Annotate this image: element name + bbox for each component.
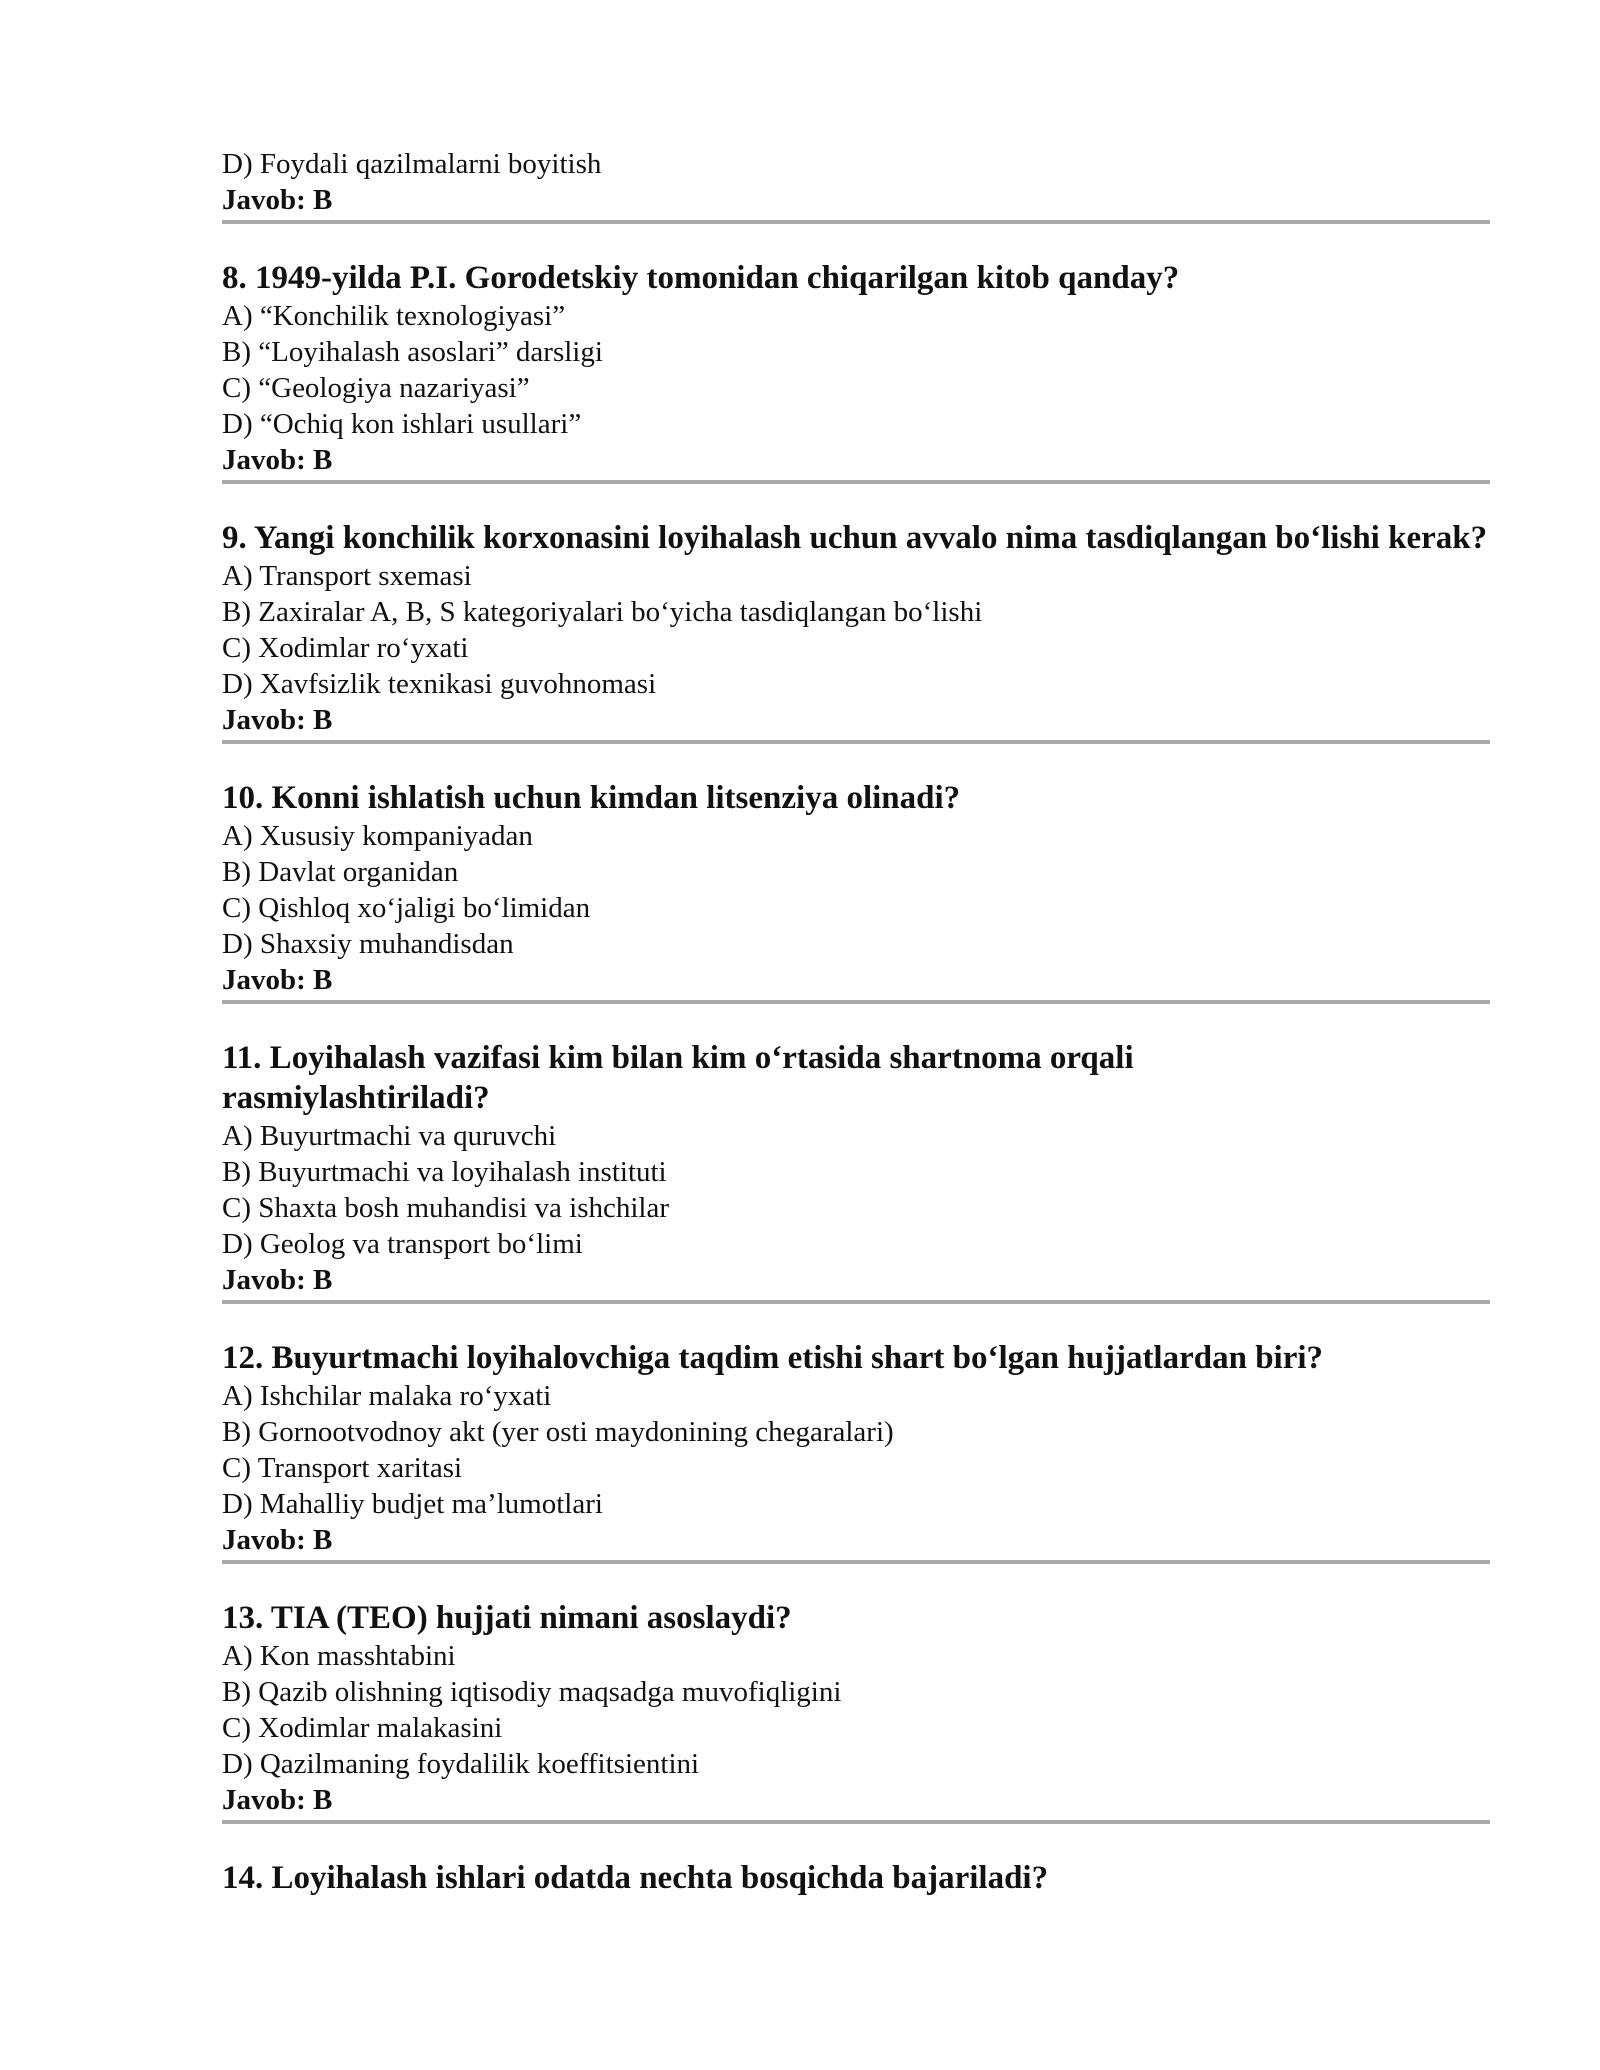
question-title: 11. Loyihalash vazifasi kim bilan kim o‘rtasida shartnoma orqali rasmiylashtiriladi? — [222, 1040, 1134, 1116]
option-d: D) Mahalliy budjet ma’lumotlari — [222, 1488, 603, 1520]
option-d: D) Shaxsiy muhandisdan — [222, 928, 514, 960]
option-b: B) Gornootvodnoy akt (yer osti maydonining chegaralari) — [222, 1416, 894, 1448]
option-b: B) Davlat organidan — [222, 856, 459, 888]
answer-line: Javob: B — [222, 184, 333, 216]
question-block-9 — [222, 518, 1490, 744]
divider — [222, 1820, 1490, 1824]
option-c: C) Transport xaritasi — [222, 1452, 463, 1484]
answer-line: Javob: B — [222, 1784, 333, 1816]
answer-line: Javob: B — [222, 1524, 333, 1556]
option-b: B) “Loyihalash asoslari” darsligi — [222, 336, 603, 368]
question-title: 13. TIA (TEO) hujjati nimani asoslaydi? — [222, 1600, 792, 1636]
question-title: 8. 1949-yilda P.I. Gorodetskiy tomonidan chiqarilgan kitob qanday? — [222, 260, 1180, 296]
question-block-14 — [222, 1858, 1490, 1898]
divider — [222, 1300, 1490, 1304]
answer-line: Javob: B — [222, 1264, 333, 1296]
option-a: A) Ishchilar malaka ro‘yxati — [222, 1380, 552, 1412]
option-b: B) Qazib olishning iqtisodiy maqsadga muvofiqligini — [222, 1676, 842, 1708]
option-list — [222, 1378, 1490, 1522]
question-block-13 — [222, 1598, 1490, 1824]
option-b: B) Buyurtmachi va loyihalash instituti — [222, 1156, 667, 1188]
option-c: C) Xodimlar malakasini — [222, 1712, 503, 1744]
option-d: D) “Ochiq kon ishlari usullari” — [222, 408, 582, 440]
question-title: 14. Loyihalash ishlari odatda nechta bosqichda bajariladi? — [222, 1860, 1049, 1896]
divider — [222, 740, 1490, 744]
document-content — [222, 146, 1490, 1898]
option-list — [222, 1638, 1490, 1782]
option-list — [222, 298, 1490, 442]
option-c: C) “Geologiya nazariyasi” — [222, 372, 530, 404]
option-a: A) “Konchilik texnologiyasi” — [222, 300, 566, 332]
question-title: 9. Yangi konchilik korxonasini loyihalash uchun avvalo nima tasdiqlangan bo‘lishi kerak? — [222, 520, 1488, 556]
option-d: D) Geolog va transport bo‘limi — [222, 1228, 583, 1260]
answer-line: Javob: B — [222, 704, 333, 736]
option-b: B) Zaxiralar A, B, S kategoriyalari bo‘yicha tasdiqlangan bo‘lishi — [222, 596, 983, 628]
option-list — [222, 818, 1490, 962]
option-c: C) Xodimlar ro‘yxati — [222, 632, 469, 664]
option-d: D) Foydali qazilmalarni boyitish — [222, 148, 602, 180]
question-block-10 — [222, 778, 1490, 1004]
option-d: D) Qazilmaning foydalilik koeffitsientini — [222, 1748, 700, 1780]
intro-block — [222, 146, 1490, 224]
option-list — [222, 1118, 1490, 1262]
option-d: D) Xavfsizlik texnikasi guvohnomasi — [222, 668, 657, 700]
divider — [222, 1560, 1490, 1564]
option-list — [222, 558, 1490, 702]
question-block-11 — [222, 1038, 1490, 1304]
question-title: 12. Buyurtmachi loyihalovchiga taqdim etishi shart bo‘lgan hujjatlardan biri? — [222, 1340, 1324, 1376]
question-block-12 — [222, 1338, 1490, 1564]
question-title: 10. Konni ishlatish uchun kimdan litsenziya olinadi? — [222, 780, 961, 816]
divider — [222, 480, 1490, 484]
option-a: A) Xususiy kompaniyadan — [222, 820, 533, 852]
option-a: A) Transport sxemasi — [222, 560, 472, 592]
option-a: A) Kon masshtabini — [222, 1640, 456, 1672]
divider — [222, 220, 1490, 224]
option-a: A) Buyurtmachi va quruvchi — [222, 1120, 557, 1152]
option-c: C) Qishloq xo‘jaligi bo‘limidan — [222, 892, 591, 924]
option-c: C) Shaxta bosh muhandisi va ishchilar — [222, 1192, 670, 1224]
question-block-8 — [222, 258, 1490, 484]
answer-line: Javob: B — [222, 964, 333, 996]
answer-line: Javob: B — [222, 444, 333, 476]
divider — [222, 1000, 1490, 1004]
